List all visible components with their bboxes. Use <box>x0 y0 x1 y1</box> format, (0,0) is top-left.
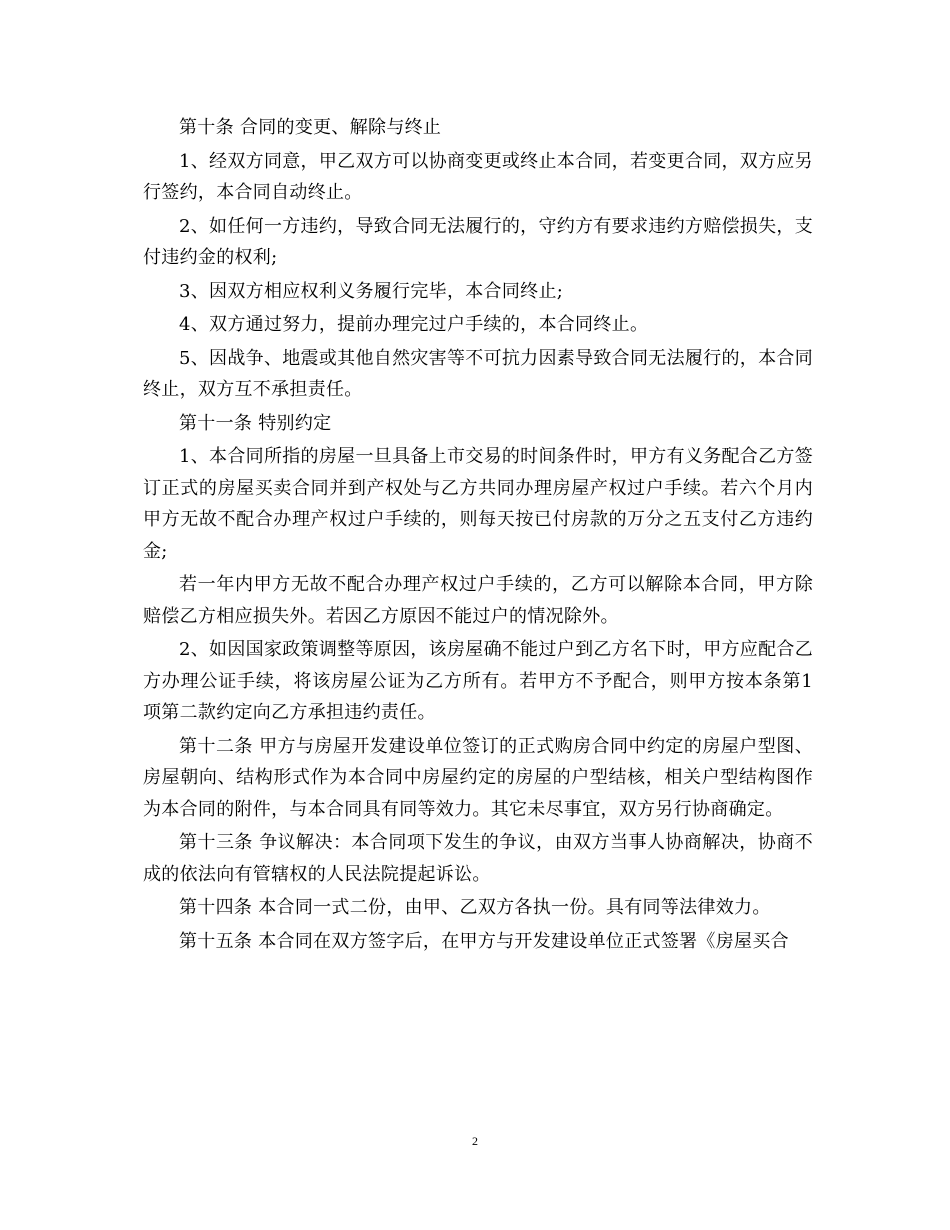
article-10-clause-5: 5、因战争、地震或其他自然灾害等不可抗力因素导致合同无法履行的，本合同终止，双方互不承担责任。 <box>143 347 813 400</box>
article-10-clause-3: 3、因双方相应权利义务履行完毕，本合同终止; <box>179 280 564 302</box>
page-number: 2 <box>472 1134 478 1148</box>
article-10-heading: 第十条 合同的变更、解除与终止 <box>179 117 442 138</box>
article-11-clause-1: 1、本合同所指的房屋一旦具备上市交易的时间条件时，甲方有义务配合乙方签订正式的房屋买卖合同并到产权处与乙方共同办理房屋产权过户手续。若六个月内甲方无故不配合办理产权过户手续的，则每天按已付房款的万分之五支付乙方违约金; <box>143 446 813 562</box>
article-11-heading: 第十一条 特别约定 <box>179 412 332 434</box>
article-14: 第十四条 本合同一式二份，由甲、乙双方各执一份。具有同等法律效力。 <box>179 897 771 918</box>
article-10-clause-2: 2、如任何一方违约，导致合同无法履行的，守约方有要求违约方赔偿损失，支付违约金的权利; <box>143 215 813 268</box>
article-10-clause-4: 4、双方通过努力，提前办理完过户手续的，本合同终止。 <box>179 314 649 335</box>
document-body <box>143 112 813 959</box>
article-11-clause-1-para-2: 若一年内甲方无故不配合办理产权过户手续的，乙方可以解除本合同，甲方除赔偿乙方相应损失外。若因乙方原因不能过户的情况除外。 <box>143 574 813 627</box>
article-10-clause-1: 1、经双方同意，甲乙双方可以协商变更或终止本合同，若变更合同，双方应另行签约，本合同自动终止。 <box>143 150 813 203</box>
article-11-clause-2: 2、如因国家政策调整等原因，该房屋确不能过户到乙方名下时，甲方应配合乙方办理公证手续，将该房屋公证为乙方所有。若甲方不予配合，则甲方按本条第1项第二款约定向乙方承担违约责任。 <box>143 639 813 723</box>
article-12: 第十二条 甲方与房屋开发建设单位签订的正式购房合同中约定的房屋户型图、房屋朝向、结构形式作为本合同中房屋约定的房屋的户型结核，相关户型结构图作为本合同的附件，与本合同具有同等效力。其它未尽事宜，双方另行协商确定。 <box>143 735 813 820</box>
article-13: 第十三条 争议解决：本合同项下发生的争议，由双方当事人协商解决，协商不成的依法向有管辖权的人民法院提起诉讼。 <box>143 832 813 885</box>
article-15: 第十五条 本合同在双方签字后，在甲方与开发建设单位正式签署《房屋买合 <box>179 930 789 952</box>
